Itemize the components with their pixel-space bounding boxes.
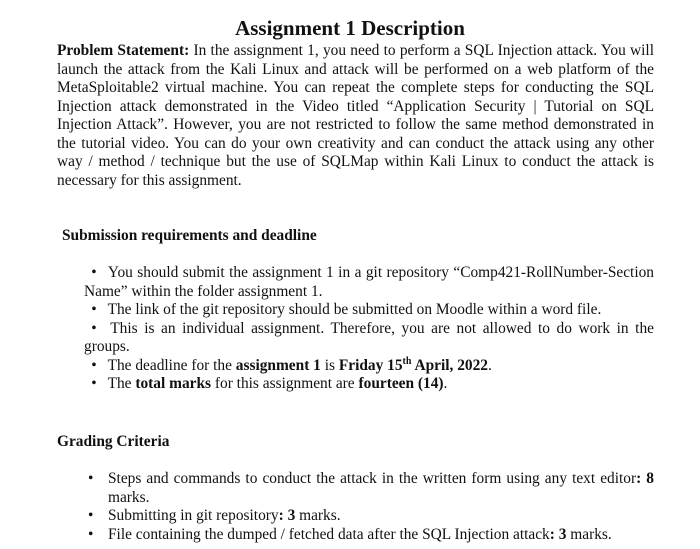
list-item bbox=[84, 470, 654, 507]
list-item bbox=[84, 526, 654, 545]
problem-statement-label: Problem Statement: bbox=[57, 42, 190, 59]
marks-middle: for this assignment are bbox=[211, 375, 359, 392]
deadline-day: Friday 15 bbox=[338, 356, 403, 374]
total-marks-item bbox=[84, 375, 654, 394]
deadline-prefix: The deadline for the bbox=[107, 356, 236, 374]
grading-item-tail: marks. bbox=[108, 488, 150, 506]
list-item bbox=[84, 301, 654, 320]
grading-list bbox=[84, 470, 654, 544]
grading-item-marks: : 3 bbox=[549, 525, 567, 543]
submission-item-text: You should submit the assignment 1 in a git repository “Comp421-RollNumber-Section Name” within the folder assignment 1. bbox=[84, 264, 654, 300]
deadline-day-suffix: th bbox=[402, 355, 412, 367]
marks-end: . bbox=[443, 375, 448, 392]
bullet-icon: • bbox=[91, 301, 97, 318]
grading-item-marks: : 3 bbox=[278, 507, 296, 524]
submission-item-text: The link of the git repository should be submitted on Moodle within a word file. bbox=[107, 301, 602, 318]
list-item bbox=[84, 320, 654, 357]
grading-item-tail: marks. bbox=[566, 525, 612, 543]
bullet-icon: • bbox=[91, 319, 97, 337]
grading-heading: Grading Criteria bbox=[57, 433, 170, 450]
deadline-date: April, 2022 bbox=[411, 356, 488, 374]
marks-total-label: total marks bbox=[135, 375, 212, 392]
bullet-icon: • bbox=[88, 470, 94, 487]
grading-item-text: Steps and commands to conduct the attack in the written form using any text editor bbox=[108, 470, 637, 487]
bullet-icon: • bbox=[91, 356, 97, 374]
submission-item-text: This is an individual assignment. Therefore, you are not allowed to do work in the groups. bbox=[84, 319, 654, 355]
grading-item-text: File containing the dumped / fetched data after the SQL Injection attack bbox=[108, 525, 550, 543]
bullet-icon: • bbox=[91, 264, 97, 281]
submission-heading: Submission requirements and deadline bbox=[62, 227, 317, 244]
page-title: Assignment 1 Description bbox=[235, 16, 465, 41]
grading-item-text: Submitting in git repository bbox=[108, 507, 279, 524]
problem-statement bbox=[57, 42, 654, 190]
bullet-icon: • bbox=[88, 507, 94, 524]
grading-item-tail: marks. bbox=[295, 507, 341, 524]
bullet-icon: • bbox=[88, 525, 94, 543]
marks-prefix: The bbox=[107, 375, 136, 392]
list-item bbox=[84, 264, 654, 301]
deadline-assignment: assignment 1 bbox=[235, 356, 321, 374]
deadline-is: is bbox=[320, 356, 339, 374]
marks-count: fourteen (14) bbox=[358, 375, 444, 392]
submission-list bbox=[84, 264, 654, 394]
deadline-item bbox=[84, 357, 654, 376]
problem-statement-text: In the assignment 1, you need to perform a SQL Injection attack. You will launch the attack from the Kali Linux and attack will be performed on a web platform of the MetaSploitable2 virtual machine. You can repeat the complete steps for conducting the SQL Injection attack demonstrated in the Video titled “Application Security | Tutorial on SQL Injection Attack”. However, you are not restricted to follow the same method demonstrated in the tutorial video. You can do your own creativity and can conduct the attack using any other way / method / technique but the use of SQLMap within Kali Linux to conduct the attack is necessary for this assignment. bbox=[57, 42, 654, 189]
bullet-icon: • bbox=[91, 375, 97, 392]
grading-item-marks: : 8 bbox=[636, 470, 654, 487]
list-item bbox=[84, 507, 654, 526]
deadline-end: . bbox=[488, 356, 492, 374]
